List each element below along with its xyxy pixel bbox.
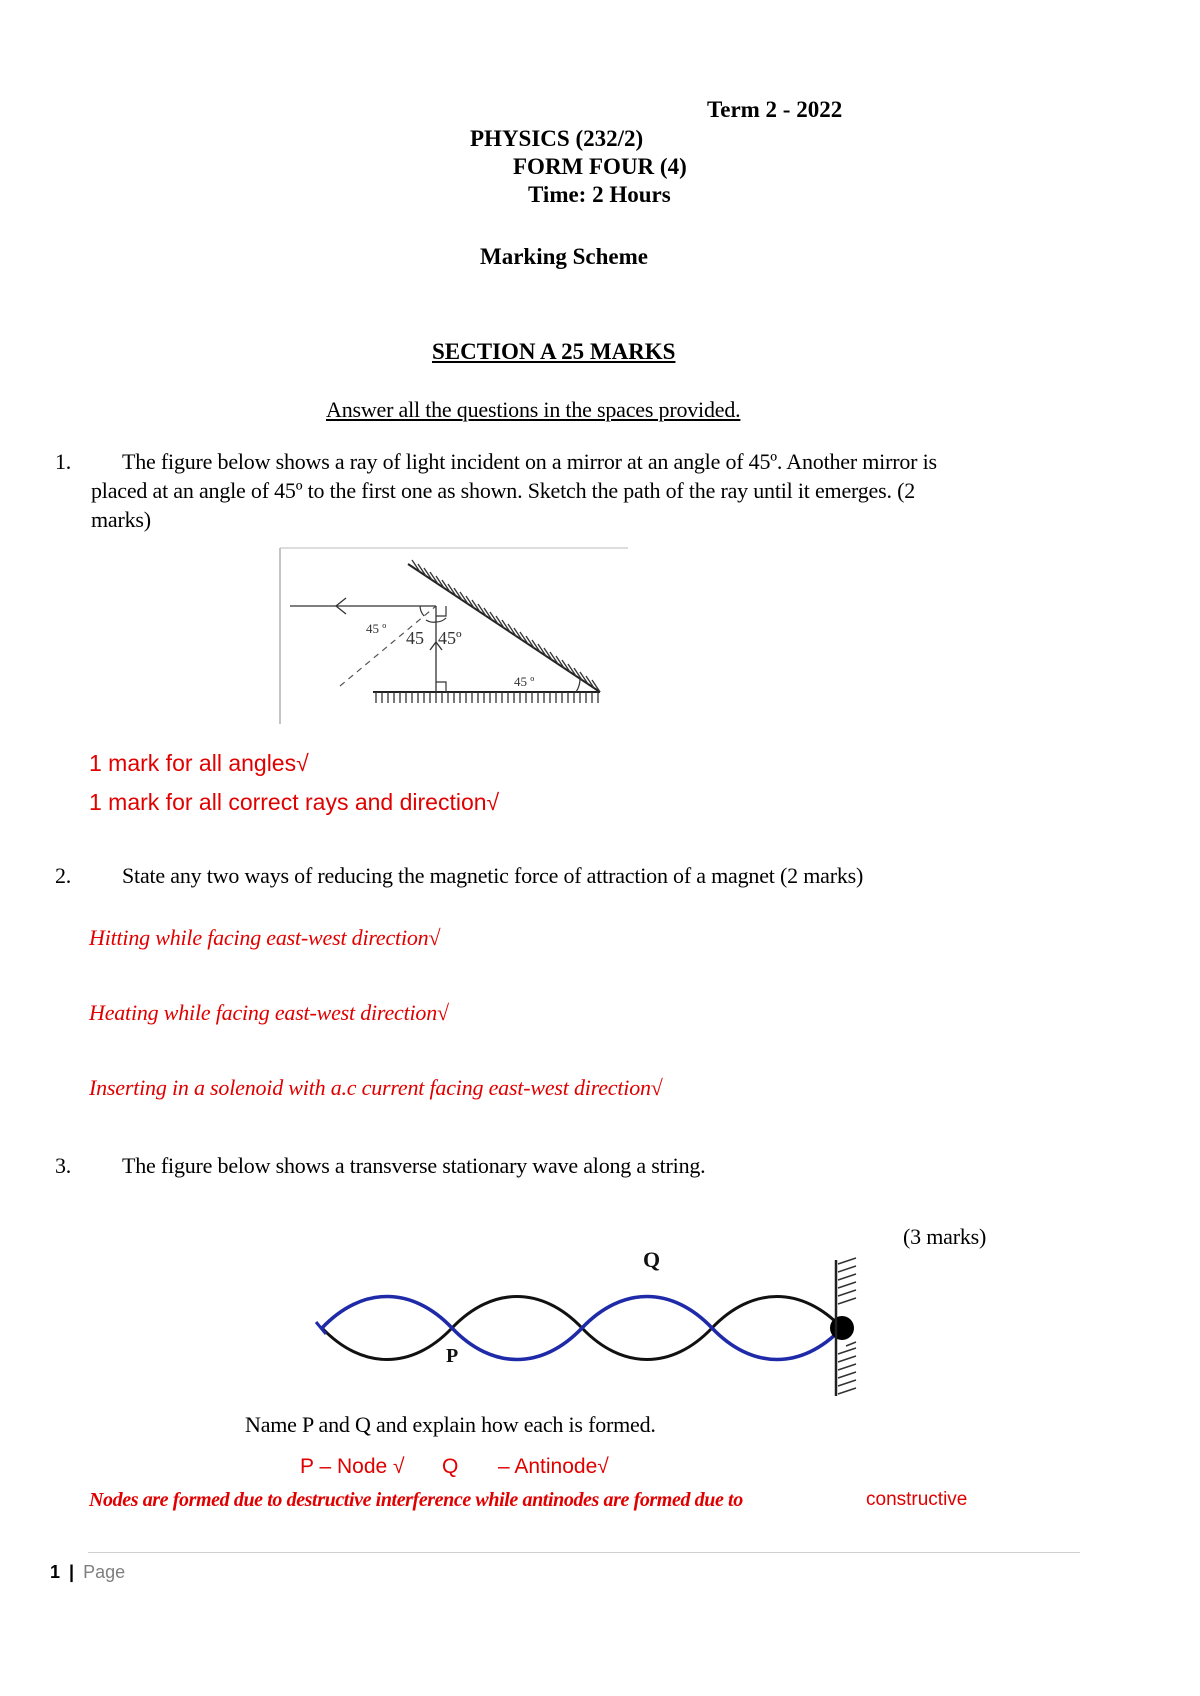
question-3-marks: (3 marks) (903, 1224, 987, 1249)
q3-answer-antinode: – Antinode√ (498, 1455, 609, 1478)
doc-type-title: Marking Scheme (480, 244, 649, 269)
label-q: Q (643, 1247, 661, 1272)
question-1-text-line3: marks) (91, 507, 151, 532)
q2-answer-1: Hitting while facing east-west direction√ (89, 925, 441, 950)
q1-answer-1: 1 mark for all angles√ (89, 750, 309, 776)
angle-label-c: 45º (438, 628, 462, 648)
question-3-prompt: Name P and Q and explain how each is formed. (245, 1412, 656, 1437)
section-title: SECTION A 25 MARKS (432, 339, 676, 364)
q2-answer-2: Heating while facing east-west direction√ (89, 1000, 449, 1025)
question-3-text: The figure below shows a transverse stationary wave along a string. (122, 1153, 706, 1178)
form-label: FORM FOUR (4) (513, 154, 687, 179)
question-1-text-line1: The figure below shows a ray of light incident on a mirror at an angle of 45º. Another mirror is (122, 449, 937, 474)
term-label: Term 2 - 2022 (707, 97, 843, 122)
q3-explanation-tail: constructive (866, 1489, 968, 1510)
question-2-number: 2. (55, 863, 72, 888)
time-label: Time: 2 Hours (528, 182, 671, 207)
question-1-text-line2: placed at an angle of 45º to the first one as shown. Sketch the path of the ray until it emerges. (2 (91, 478, 916, 503)
question-1-number: 1. (55, 449, 72, 474)
angle-label-a: 45 º (366, 621, 387, 636)
fixed-end-ball (830, 1316, 854, 1340)
q3-explanation: Nodes are formed due to destructive interference while antinodes are formed due to (89, 1489, 743, 1511)
q3-answer-q: Q (442, 1455, 459, 1478)
label-p: P (446, 1345, 459, 1367)
angle-label-d: 45 º (514, 674, 535, 689)
wave-blue (322, 1297, 842, 1360)
angle-label-b: 45 (406, 628, 424, 648)
stationary-wave-figure (312, 1230, 872, 1402)
footer-separator: | (69, 1562, 75, 1582)
q3-answer-p: P – Node √ (300, 1455, 405, 1478)
page-number: 1 (50, 1562, 61, 1582)
subject-title: PHYSICS (232/2) (470, 126, 644, 151)
page-label: Page (83, 1562, 126, 1582)
question-3-number: 3. (55, 1153, 72, 1178)
q2-answer-3: Inserting in a solenoid with a.c current facing east-west direction√ (89, 1075, 663, 1100)
footer-page-number (50, 1562, 125, 1583)
mirror-ray-figure (278, 546, 630, 726)
section-instruction: Answer all the questions in the spaces provided. (326, 397, 741, 422)
footer-divider (88, 1552, 1080, 1553)
question-2-text: State any two ways of reducing the magnetic force of attraction of a magnet (2 marks) (122, 863, 864, 888)
q1-answer-2: 1 mark for all correct rays and direction√ (89, 789, 500, 815)
